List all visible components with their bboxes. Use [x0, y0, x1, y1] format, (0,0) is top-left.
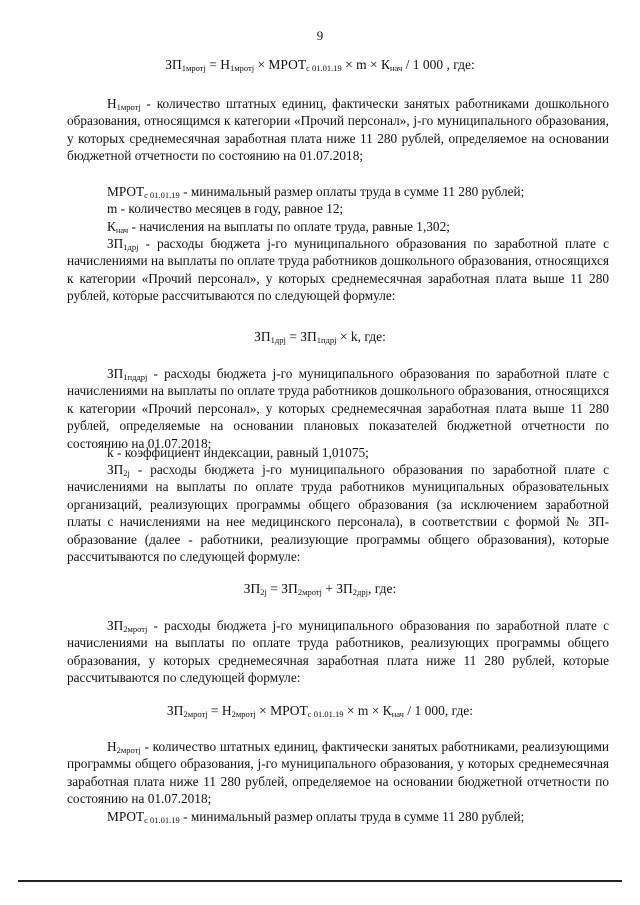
- page-number: 9: [316, 28, 324, 43]
- definition-zp1pddr: $ЗП_{1пддрj}$ - расходы бюджета j-го муниципального образования по заработной плате с начислениями на выплаты по оплате труда работников дошкольного образования, относящихся к категории «Прочий персонал», у которых среднемесячная заработная плата выше 11 280 рублей, определяемые на основании плановых показателей бюджетной отчетности по состоянию на 01.07.2018;: [67, 366, 609, 451]
- formula-zp1mrot: $ЗП_{1мротj} = Н_{1мротj}$ × $МРОТ_{с 01.01.19} \times m \times К_{нач} / 1$ 000 , где:: [165, 57, 475, 73]
- definition-zp2: $ЗП_{2j}$ - расходы бюджета j-го муниципального образования по заработной плате с начислениями на выплаты по оплате труда работников муниципальных образовательных организаций, реализующих программы общего образования (за исключением заработной платы с начислениями на нее медицинского персонала), в соответствии с формой № ЗП-образование (далее - работники, реализующие программы общего образования), которые рассчитываются по следующей формуле:: [67, 462, 609, 565]
- definition-knach: $К_{нач}$ - начисления на выплаты по оплате труда, равные 1,302;: [107, 219, 450, 235]
- definition-zp2mrot: $ЗП_{2мротj}$ - расходы бюджета j-го муниципального образования по заработной плате с начислениями на выплаты по оплате труда работников, реализующих программы общего образования, у которых среднемесячная заработная плата ниже 11 280 рублей, которые рассчитываются по следующей формуле:: [67, 618, 609, 686]
- formula-zp1dr: $ЗП_{1дрj} = ЗП_{1пдрj} \times k$, где:: [254, 329, 386, 345]
- formula-zp2mrot: $ЗП_{2мротj} = Н_{2мротj}$ × $МРОТ_{с 01.01.19} \times m \times К_{нач} / 1$ 000, где:: [166, 703, 474, 719]
- definition-n1mrot: $Н_{1мротj}$ - количество штатных единиц, фактически занятых работниками дошкольного образования, относящимся к категории «Прочий персонал», j-го муниципального образования, у которых среднемесячная заработная плата ниже 11 280 рублей, определяемое на основании бюджетной отчетности по состоянию на 01.07.2018;: [67, 96, 609, 164]
- definition-m: m - количество месяцев в году, равное 12;: [107, 201, 344, 216]
- definition-n2mrot: $Н_{2мротj}$ - количество штатных единиц, фактически занятых работниками, реализующими программы общего образования, j-го муниципального образования, у которых среднемесячная заработная плата ниже 11 280 рублей, определяемое на основании бюджетной отчетности по состоянию на 01.07.2018;: [67, 739, 609, 807]
- definition-k: k - коэффициент индексации, равный 1,01075;: [107, 445, 369, 460]
- definition-mrot: $МРОТ_{с 01.01.19}$ - минимальный размер оплаты труда в сумме 11 280 рублей;: [107, 184, 525, 200]
- definition-zp1dr: $ЗП_{1дрj}$ - расходы бюджета j-го муниципального образования по заработной плате с начислениями на выплаты по оплате труда работников дошкольного образования, относящихся к категории «Прочий персонал», у которых среднемесячная заработная плата выше 11 280 рублей, которые рассчитываются по следующей формуле:: [67, 236, 609, 304]
- definition-mrot-2: $МРОТ_{с 01.01.19}$ - минимальный размер оплаты труда в сумме 11 280 рублей;: [107, 809, 525, 825]
- page-bottom-rule: [18, 880, 622, 882]
- formula-zp2: $ЗП_{2j} = ЗП_{2мротj} + ЗП_{2дрj}$, где:: [243, 581, 397, 597]
